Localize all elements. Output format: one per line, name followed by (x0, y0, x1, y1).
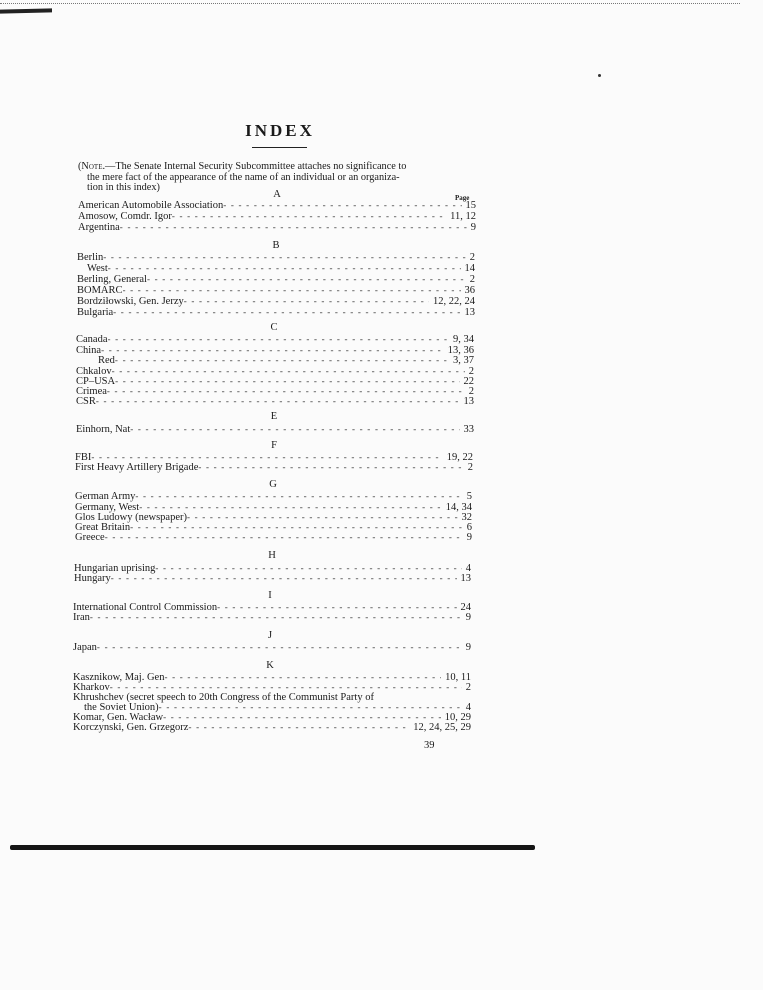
index-title: INDEX (245, 121, 315, 140)
section-letter-c: C (270, 322, 278, 333)
section-letter-g: G (269, 479, 277, 490)
index-entry: Hungarian uprising - - - 4 (74, 563, 471, 574)
index-entry: Bordziłowski, Gen. Jerzy - - - 12, 22, 24 (77, 296, 475, 307)
index-entry: First Heavy Artillery Brigade - - - 2 (75, 462, 473, 473)
section-letter-j: J (267, 630, 273, 641)
section-letter-b: B (272, 240, 280, 251)
index-entry: Germany, West - - - 14, 34 (75, 502, 472, 513)
index-entry: Glos Ludowy (newspaper) - - - 32 (75, 512, 472, 523)
index-entry: Bulgaria - - - 13 (77, 307, 475, 318)
index-entry: BOMARC - - - 36 (77, 285, 475, 296)
top-scan-rule (0, 3, 740, 4)
index-entry: Hungary - - - 13 (74, 573, 471, 584)
page-number: 39 (424, 740, 435, 751)
title-underline (252, 147, 307, 148)
section-letter-f: F (271, 440, 277, 451)
index-entry: American Automobile Association - - - 15 (78, 200, 476, 211)
section-letter-h: H (268, 550, 276, 561)
page-column-heading: Page (455, 194, 470, 202)
index-entry: German Army - - - 5 (75, 491, 472, 502)
index-entry: Great Britain - - - 6 (75, 522, 472, 533)
index-entry: Berling, General - - - 2 (77, 274, 475, 285)
index-entry: Argentina - - - 9 (78, 222, 476, 233)
section-letter-e: E (270, 411, 278, 422)
section-letter-i: I (268, 590, 272, 601)
index-entry: FBI - - - 19, 22 (75, 452, 473, 463)
bottom-scan-rule (10, 845, 535, 850)
index-entry: Komar, Gen. Wacław - - - 10, 29 (73, 712, 471, 723)
index-entry: Amosow, Comdr. Igor - - - 11, 12 (78, 211, 476, 222)
index-entry: Red - - - 3, 37 (98, 355, 474, 366)
section-letter-k: K (266, 660, 274, 671)
index-entry: China - - - 13, 36 (76, 345, 474, 356)
index-entry: Japan - - - 9 (73, 642, 471, 653)
index-entry: CSR - - - 13 (76, 396, 474, 407)
index-entry: West - - - 14 (87, 263, 475, 274)
scan-edge-mark (0, 8, 52, 13)
index-entry: Crimea - - - 2 (76, 386, 474, 397)
note-text: —The Senate Internal Security Subcommittee attaches no significance to (105, 161, 407, 172)
index-entry: Kasznikow, Maj. Gen - - - 10, 11 (73, 672, 471, 683)
index-entry: Korczynski, Gen. Grzegorz - - - 12, 24, 25, 29 (73, 722, 471, 733)
index-entry: CP–USA - - - 22 (76, 376, 474, 387)
section-letter-a: A (273, 189, 281, 200)
note-line-3: tion in this index) (87, 182, 160, 193)
note-line-2: the mere fact of the appearance of the name of an individual or an organiza- (87, 171, 400, 183)
index-entry: Canada - - - 9, 34 (76, 334, 474, 345)
index-entry: Kharkov - - - 2 (73, 682, 471, 693)
scan-speck (598, 74, 601, 77)
index-entry: Berlin - - - 2 (77, 252, 475, 263)
index-entry: Iran - - - 9 (73, 612, 471, 623)
index-entry: Chkalov - - - 2 (76, 366, 474, 377)
index-entry: Greece - - - 9 (75, 532, 472, 543)
index-entry: the Soviet Union) - - - 4 (84, 702, 471, 713)
note-lead: (Note. (78, 161, 106, 172)
index-entry: Khrushchev (secret speech to 20th Congress of the Communist Party of (73, 692, 374, 703)
index-entry: Einhorn, Nat - - - 33 (76, 424, 474, 435)
index-entry: International Control Commission - - - 24 (73, 602, 471, 613)
